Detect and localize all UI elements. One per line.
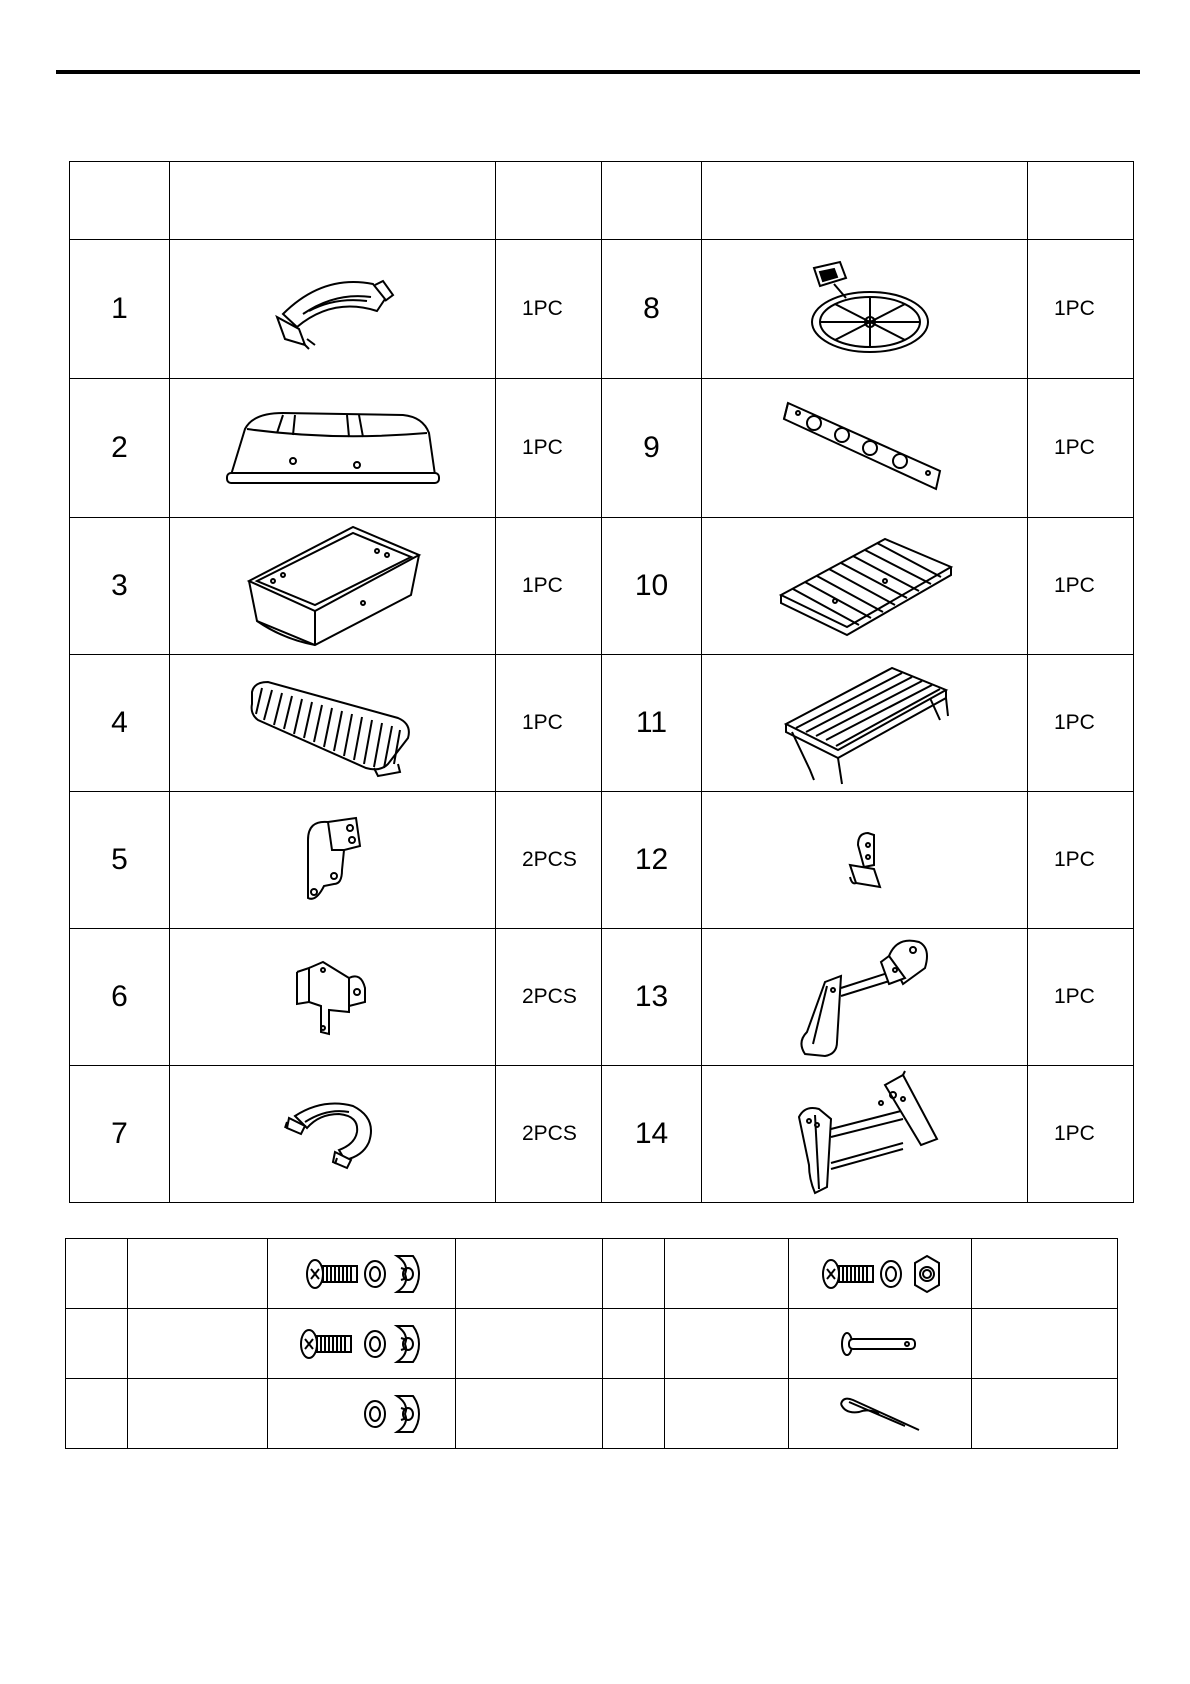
r-clip-icon (835, 1392, 925, 1436)
bolt-washer-wingnut-icon (297, 1250, 427, 1298)
parts-row (70, 518, 1134, 655)
charcoal-grate-icon (775, 531, 955, 641)
parts-list-table (69, 161, 1134, 1203)
part-quantity: 1PC (496, 655, 602, 792)
part-number: 9 (602, 379, 702, 518)
support-bracket-icon (293, 952, 373, 1042)
parts-row (70, 240, 1134, 379)
header-cell (70, 162, 170, 240)
small-clip-icon (840, 825, 890, 895)
header-cell (602, 162, 702, 240)
hardware-row (66, 1379, 1118, 1449)
leg-frame-icon (785, 1069, 945, 1199)
part-quantity: 1PC (1028, 792, 1134, 929)
part-quantity: 1PC (496, 518, 602, 655)
firebox-bowl-icon (243, 521, 423, 651)
part-number: 7 (70, 1066, 170, 1203)
part-quantity: 2PCS (496, 792, 602, 929)
part-number: 5 (70, 792, 170, 929)
hinge-bracket-icon (298, 810, 368, 910)
part-quantity: 1PC (1028, 1066, 1134, 1203)
part-number: 11 (602, 655, 702, 792)
header-cell (496, 162, 602, 240)
part-number: 10 (602, 518, 702, 655)
lid-icon (223, 403, 443, 493)
parts-header-row (70, 162, 1134, 240)
hardware-row (66, 1309, 1118, 1379)
handle-icon (263, 259, 403, 359)
part-quantity: 1PC (1028, 655, 1134, 792)
part-quantity: 2PCS (496, 929, 602, 1066)
bolt-washer-hexnut-icon (815, 1250, 945, 1298)
part-quantity: 2PCS (496, 1066, 602, 1203)
part-number: 6 (70, 929, 170, 1066)
part-number: 1 (70, 240, 170, 379)
leg-assembly-icon (785, 932, 945, 1062)
header-cell (170, 162, 496, 240)
part-number: 13 (602, 929, 702, 1066)
bolt-washer-wingnut-icon (297, 1320, 427, 1368)
vent-bracket-icon (780, 393, 950, 503)
parts-row (70, 379, 1134, 518)
warming-rack-icon (780, 658, 950, 788)
parts-row (70, 929, 1134, 1066)
parts-row (70, 1066, 1134, 1203)
part-number: 8 (602, 240, 702, 379)
header-cell (702, 162, 1028, 240)
part-number: 14 (602, 1066, 702, 1203)
part-quantity: 1PC (496, 240, 602, 379)
part-quantity: 1PC (1028, 379, 1134, 518)
part-quantity: 1PC (1028, 929, 1134, 1066)
parts-row (70, 792, 1134, 929)
washer-wingnut-icon (297, 1390, 427, 1438)
header-cell (1028, 162, 1134, 240)
part-number: 3 (70, 518, 170, 655)
side-handle-icon (283, 1094, 383, 1174)
ash-damper-icon (790, 254, 940, 364)
part-number: 12 (602, 792, 702, 929)
parts-row (70, 655, 1134, 792)
part-quantity: 1PC (496, 379, 602, 518)
hardware-row (66, 1239, 1118, 1309)
part-quantity: 1PC (1028, 518, 1134, 655)
part-number: 4 (70, 655, 170, 792)
hardware-table (65, 1238, 1118, 1449)
cooking-grid-icon (248, 668, 418, 778)
part-quantity: 1PC (1028, 240, 1134, 379)
clevis-pin-icon (835, 1326, 925, 1362)
part-number: 2 (70, 379, 170, 518)
top-rule (56, 70, 1140, 74)
